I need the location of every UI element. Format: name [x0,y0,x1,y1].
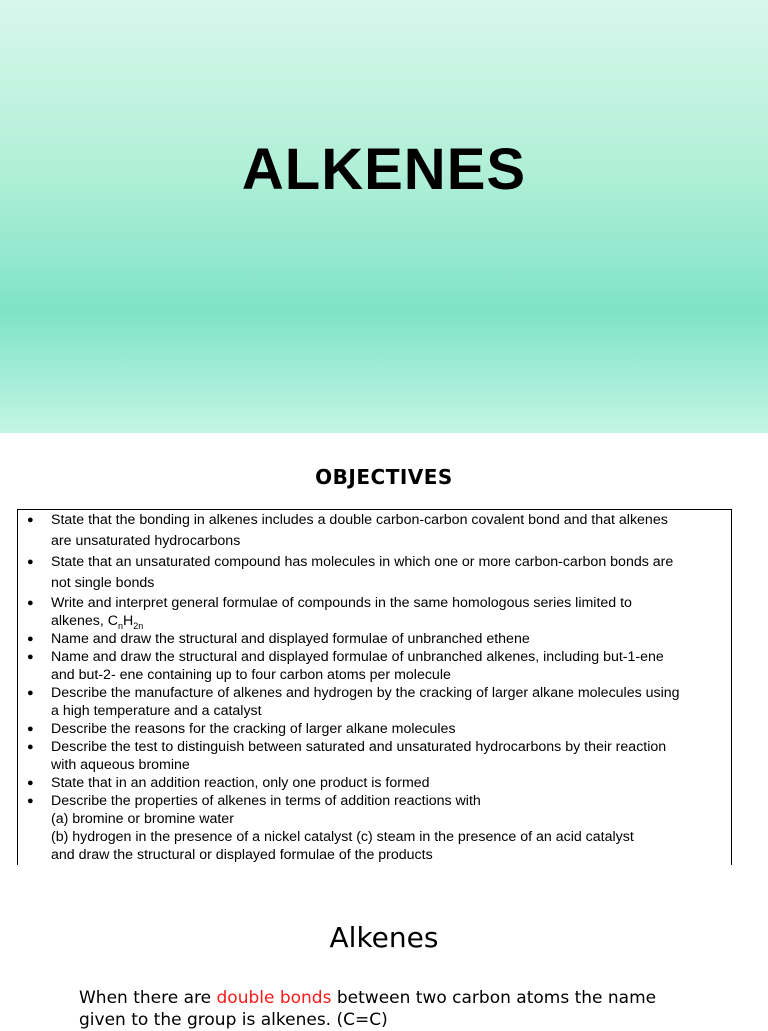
list-item [18,774,731,792]
item-line: Describe the properties of alkenes in terms of addition reactions with [51,793,481,809]
objectives-box [17,509,732,865]
bullet-icon: ● [27,633,34,645]
item-line: (b) hydrogen in the presence of a nickel catalyst (c) steam in the presence of an acid catalyst [51,829,634,845]
item-line: State that in an addition reaction, only one product is formed [51,775,430,791]
item-line: with aqueous bromine [51,757,190,773]
item-line: are unsaturated hydrocarbons [51,533,241,549]
item-line: State that an unsaturated compound has molecules in which one or more carbon-carbon bonds are [51,554,674,570]
item-line: not single bonds [51,575,155,591]
text-after: between two carbon atoms the name [331,988,657,1008]
list-item [56,987,756,1031]
bullet-icon: ● [27,651,34,663]
bullet-icon: ● [27,777,34,789]
item-line: Name and draw the structural and displayed formulae of unbranched alkenes, including but-1-ene [51,649,664,665]
bullet-icon: ● [27,687,34,699]
list-item [18,792,731,864]
title-slide [0,0,768,433]
list-item [18,510,731,552]
item-line: a high temperature and a catalyst [51,703,262,719]
item-line: and draw the structural or displayed formulae of the products [51,847,433,863]
formula-line [51,612,725,630]
slide-title: ALKENES [241,137,527,202]
objectives-list [18,510,731,864]
list-item [18,720,731,738]
objectives-slide [0,433,768,873]
list-item [18,630,731,648]
bullet-icon: ● [27,597,34,609]
list-item [18,594,731,630]
bullet-icon: ● [27,795,34,807]
item-line: and but-2- ene containing up to four carbon atoms per molecule [51,667,451,683]
alkenes-heading: Alkenes [329,921,439,954]
text-before: When there are [79,988,217,1008]
item-line: Describe the manufacture of alkenes and hydrogen by the cracking of larger alkane molecules using [51,685,680,701]
list-item [18,684,731,720]
bullet-icon: ● [27,556,34,568]
subscript-2n: 2n [133,620,144,631]
formula-prefix: alkenes, C [51,613,119,629]
bullet-text-line-1 [56,987,756,1009]
alkenes-slide [0,873,768,1030]
item-line: State that the bonding in alkenes includes a double carbon-carbon covalent bond and that alkenes [51,512,668,528]
formula-h: H [123,613,134,629]
bullet-icon: ● [27,723,34,735]
item-line: Describe the reasons for the cracking of larger alkane molecules [51,721,456,737]
item-line: Write and interpret general formulae of compounds in the same homologous series limited to [51,595,632,611]
list-item [18,552,731,594]
subscript-n: n [118,620,124,631]
list-item [18,648,731,684]
bullet-text-line-2: given to the group is alkenes. (C=C) [79,1010,388,1030]
bullet-icon: ● [27,514,34,526]
bullet-icon: ● [27,741,34,753]
item-line: (a) bromine or bromine water [51,811,234,827]
item-line: Describe the test to distinguish between saturated and unsaturated hydrocarbons by their reaction [51,739,667,755]
objectives-heading: OBJECTIVES [315,465,453,489]
list-item [18,738,731,774]
highlight-double-bonds: double bonds [216,988,332,1008]
item-line: Name and draw the structural and displayed formulae of unbranched ethene [51,631,530,647]
